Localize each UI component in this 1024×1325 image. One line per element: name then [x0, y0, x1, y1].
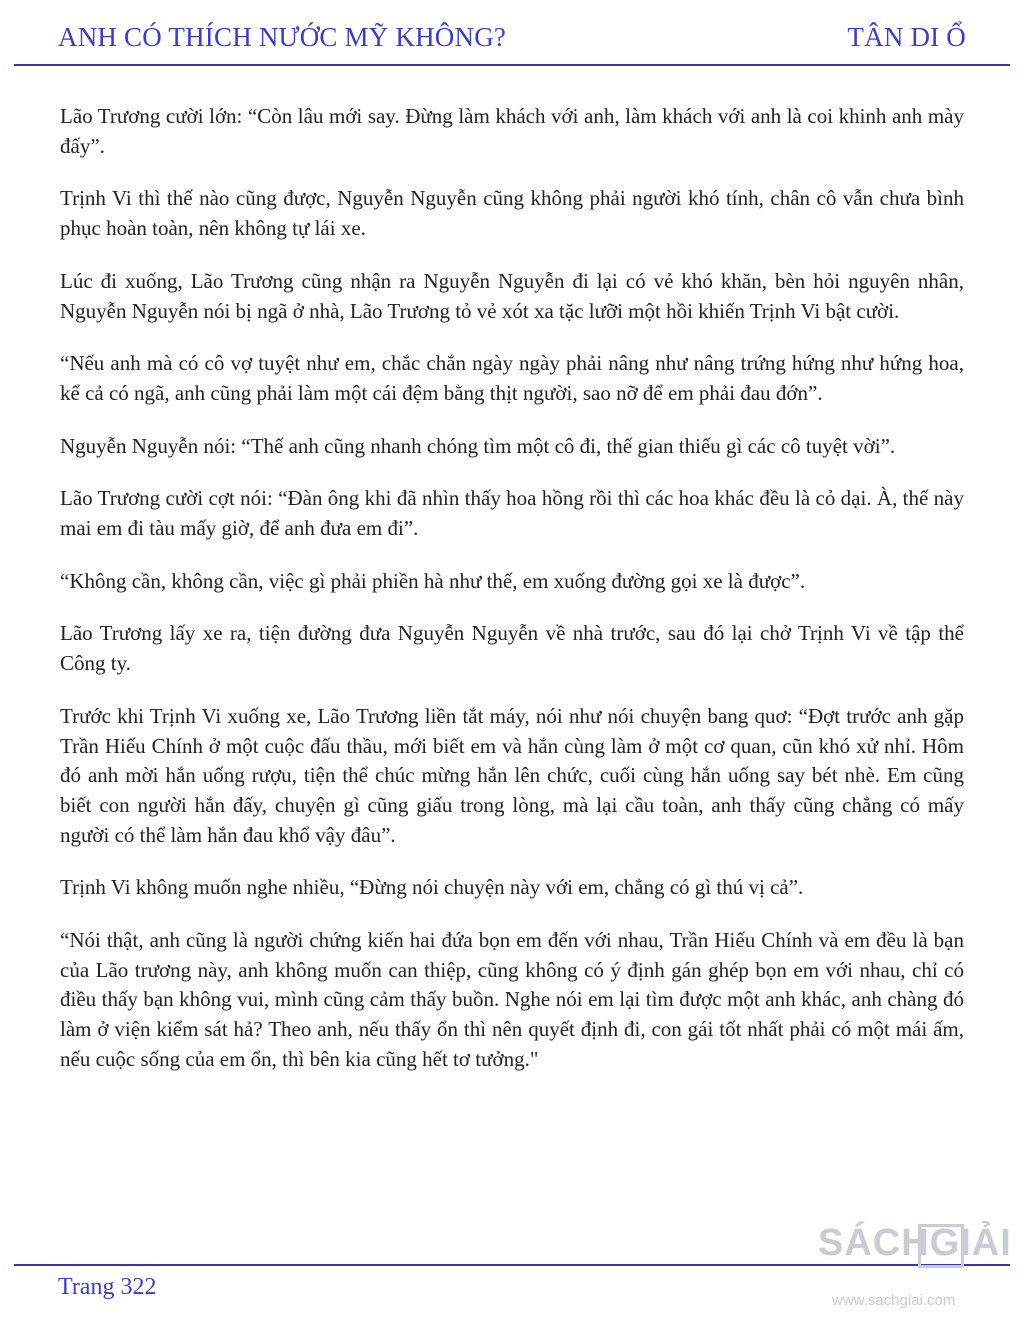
page-number: Trang 322	[58, 1274, 157, 1300]
watermark	[818, 1222, 1018, 1316]
header-divider	[14, 64, 1010, 66]
author-name: TÂN DI Ổ	[847, 22, 966, 52]
paragraph: Lão Trương cười cợt nói: “Đàn ông khi đã nhìn thấy hoa hồng rồi thì các hoa khác đều là cỏ dại. À, thế này mai em đi tàu mấy giờ, để anh đưa em đi”.	[60, 486, 964, 541]
page-header	[58, 22, 966, 53]
paragraph: Nguyễn Nguyễn nói: “Thế anh cũng nhanh chóng tìm một cô đi, thế gian thiếu gì các cô tuyệt vời”.	[60, 433, 896, 458]
paragraph: Trịnh Vi không muốn nghe nhiều, “Đừng nói chuyện này với em, chẳng có gì thú vị cả”.	[60, 875, 804, 900]
paragraph: “Nếu anh mà có cô vợ tuyệt như em, chắc chắn ngày ngày phải nâng như nâng trứng hứng như hứng hoa, kể cả có ngã, anh cũng phải làm một cái đệm bằng thịt người, sao nỡ để em phải đau đớn”.	[60, 351, 964, 405]
paragraph: Lão Trương lấy xe ra, tiện đường đưa Nguyễn Nguyễn về nhà trước, sau đó lại chở Trịnh Vi về tập thể Công ty.	[60, 621, 964, 676]
paragraph: “Nói thật, anh cũng là người chứng kiến hai đứa bọn em đến với nhau, Trần Hiếu Chính và em đều là bạn của Lão trương này, anh không muốn can thiệp, cũng không có ý định gán ghép bọn em với nhau, chỉ có điều thấy bạn không vui, mình cũng cảm thấy buồn. Nghe nói em lại tìm được một anh khác, anh chàng đó làm ở viện kiểm sát hả? Theo anh, nếu thấy ổn thì nên quyết định đi, con gái tốt nhất phải có một mái ấm, nếu cuộc sống của em ổn, thì bên kia cũng hết tơ tưởng."	[60, 928, 964, 1071]
watermark-url: www.sachgiai.com	[832, 1292, 956, 1309]
paragraph: Lúc đi xuống, Lão Trương cũng nhận ra Nguyễn Nguyễn đi lại có vẻ khó khăn, bèn hỏi nguyên nhân, Nguyễn Nguyễn nói bị ngã ở nhà, Lão Trương tỏ vẻ xót xa tặc lưỡi một hồi khiến Trịnh Vi bật cười.	[60, 268, 964, 323]
paragraph: Lão Trương cười lớn: “Còn lâu mới say. Đừng làm khách với anh, làm khách với anh là coi khinh anh mày đấy”.	[60, 104, 964, 158]
book-title: ANH CÓ THÍCH NƯỚC MỸ KHÔNG?	[58, 22, 507, 52]
watermark-logo: SÁCHGIẢI	[818, 1222, 1012, 1264]
paragraph: Trước khi Trịnh Vi xuống xe, Lão Trương liền tắt máy, nói như nói chuyện bang quơ: “Đợt trước anh gặp Trần Hiếu Chính ở một cuộc đấu thầu, mới biết em và hắn cùng làm ở một cơ quan, cũn khó xử nhỉ. Hôm đó anh mời hắn uống rượu, tiện thể chúc mừng hắn lên chức, cuối cùng hắn uống say bét nhè. Em cũng biết con người hắn đấy, chuyện gì cũng giấu trong lòng, mà lại cầu toàn, anh thấy cũng chẳng có mấy người có thể làm hắn đau khổ vậy đâu”.	[60, 703, 964, 847]
page-body	[60, 102, 964, 1098]
paragraph: Trịnh Vi thì thế nào cũng được, Nguyễn Nguyễn cũng không phải người khó tính, chân cô vẫn chưa bình phục hoàn toàn, nên không tự lái xe.	[60, 186, 964, 241]
paragraph: “Không cần, không cần, việc gì phải phiền hà như thế, em xuống đường gọi xe là được”.	[60, 568, 806, 593]
